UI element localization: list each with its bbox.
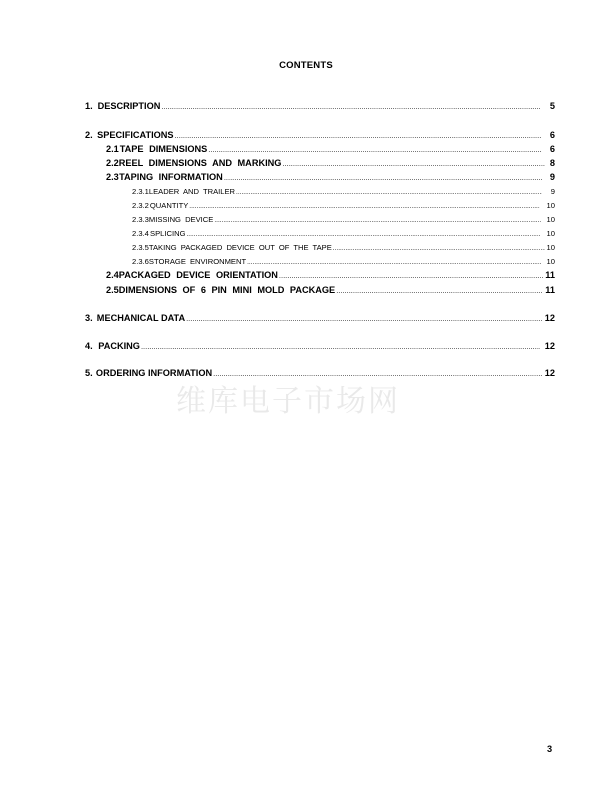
toc-leader-dots: [141, 341, 540, 351]
toc-entry-title: TAPING INFORMATION: [119, 172, 223, 182]
toc-entry-title: STORAGE ENVIRONMENT: [148, 257, 247, 266]
toc-entry-title: REEL DIMENSIONS AND MARKING: [118, 158, 282, 168]
toc-entry-number: 2.3.6: [132, 257, 149, 266]
toc-entry-title: MISSING DEVICE: [148, 215, 214, 224]
toc-entry-number: 2.: [85, 130, 93, 140]
toc-leader-dots: [214, 215, 541, 224]
toc-entry-number: 2.2: [106, 158, 119, 168]
toc-entry-number: 3.: [85, 313, 93, 323]
toc-leader-dots: [189, 201, 540, 210]
toc-entry-missing-device[interactable]: [132, 215, 555, 224]
toc-entry-page: 5: [549, 101, 555, 111]
toc-entry-title: LEADER AND TRAILER: [148, 187, 236, 196]
toc-leader-dots: [161, 101, 541, 111]
toc-entry-page: 10: [546, 229, 555, 238]
toc-entry-leader-and-trailer[interactable]: [132, 187, 555, 196]
toc-entry-number: 2.3.3: [132, 215, 149, 224]
toc-entry-page: 10: [546, 215, 555, 224]
toc-leader-dots: [333, 243, 545, 252]
toc-entry-title: SPLICING: [150, 229, 186, 238]
toc-entry-title: PACKAGED DEVICE ORIENTATION: [118, 270, 278, 280]
toc-entry-number: 2.3.4: [132, 229, 149, 238]
toc-entry-number: 2.3.1: [132, 187, 149, 196]
toc-entry-taping-information[interactable]: [106, 172, 555, 182]
toc-leader-dots: [236, 187, 542, 196]
toc-entry-number: 2.3: [106, 172, 119, 182]
toc-entry-reel-dimensions[interactable]: [106, 158, 555, 168]
toc-entry-number: 4.: [85, 341, 93, 351]
toc-entry-title: QUANTITY: [149, 201, 189, 210]
toc-leader-dots: [208, 144, 542, 154]
toc-leader-dots: [175, 130, 542, 140]
toc-entry-page: 9: [549, 172, 555, 182]
toc-entry-title: ORDERING INFORMATION: [95, 368, 213, 378]
toc-entry-page: 12: [544, 313, 556, 323]
page-number: 3: [547, 744, 553, 754]
toc-entry-description[interactable]: [85, 101, 555, 111]
toc-entry-mechanical-data[interactable]: [85, 313, 555, 323]
toc-entry-storage-environment[interactable]: [132, 257, 555, 266]
toc-entry-taking-device-out[interactable]: [132, 243, 555, 252]
toc-entry-ordering-information[interactable]: [85, 368, 555, 378]
toc-entry-page: 8: [549, 158, 555, 168]
watermark: 维库电子市场网: [176, 384, 400, 419]
toc-entry-title: TAPE DIMENSIONS: [119, 144, 208, 154]
toc-entry-specifications[interactable]: [85, 130, 555, 140]
toc-entry-page: 6: [549, 144, 555, 154]
toc-entry-page: 11: [545, 285, 555, 295]
toc-entry-page: 9: [550, 187, 555, 196]
toc-leader-dots: [186, 313, 542, 323]
toc-leader-dots: [279, 270, 543, 280]
toc-entry-device-orientation[interactable]: [106, 270, 555, 280]
toc-leader-dots: [336, 285, 543, 295]
toc-entry-number: 5.: [85, 368, 93, 378]
toc-entry-page: 10: [546, 201, 555, 210]
toc-entry-number: 2.5: [106, 285, 119, 295]
toc-entry-number: 2.4: [106, 270, 119, 280]
toc-entry-page: 12: [544, 368, 555, 378]
toc-leader-dots: [282, 158, 544, 168]
toc-entry-number: 1.: [85, 101, 93, 111]
toc-entry-page: 10: [546, 257, 555, 266]
toc-entry-title: PACKING: [98, 341, 140, 351]
toc-leader-dots: [186, 229, 540, 238]
toc-leader-dots: [247, 257, 542, 266]
toc-entry-title: DESCRIPTION: [97, 101, 161, 111]
toc-entry-title: TAKING PACKAGED DEVICE OUT OF THE TAPE: [148, 243, 332, 252]
toc-entry-tape-dimensions[interactable]: [106, 144, 555, 154]
toc-entry-title: SPECIFICATIONS: [97, 130, 174, 140]
toc-entry-number: 2.1: [106, 144, 119, 154]
toc-entry-number: 2.3.2: [132, 201, 149, 210]
toc-entry-page: 12: [544, 341, 555, 351]
page-title: CONTENTS: [279, 60, 333, 71]
toc-leader-dots: [224, 172, 543, 182]
toc-entry-packing[interactable]: [85, 341, 555, 351]
toc-entry-splicing[interactable]: [132, 229, 555, 238]
toc-entry-page: 10: [546, 243, 555, 252]
toc-entry-package-dimensions[interactable]: [106, 285, 555, 295]
toc-entry-quantity[interactable]: [132, 201, 555, 210]
toc-entry-page: 11: [545, 270, 555, 280]
toc-leader-dots: [213, 368, 542, 378]
toc-entry-title: MECHANICAL DATA: [96, 313, 186, 323]
toc-entry-title: DIMENSIONS OF 6 PIN MINI MOLD PACKAGE: [118, 285, 336, 295]
toc-entry-page: 6: [549, 130, 555, 140]
toc-entry-number: 2.3.5: [132, 243, 149, 252]
